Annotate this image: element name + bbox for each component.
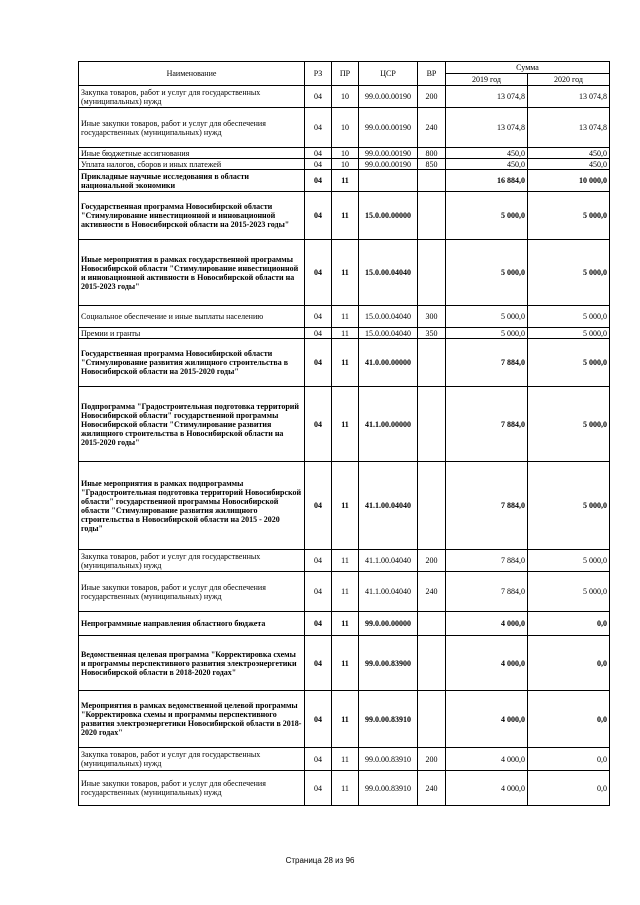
cell-vr: 350 (418, 328, 446, 339)
cell-pr: 11 (332, 572, 359, 612)
cell-vr: 850 (418, 159, 446, 170)
cell-sum-2020: 5 000,0 (528, 306, 610, 328)
cell-vr: 200 (418, 550, 446, 572)
table-row (79, 462, 610, 550)
table-row (79, 306, 610, 328)
cell-csr: 99.0.00.83910 (359, 771, 418, 806)
header-csr: ЦСР (359, 62, 418, 86)
cell-sum-2020: 450,0 (528, 159, 610, 170)
cell-rz: 04 (305, 86, 332, 108)
cell-vr: 200 (418, 748, 446, 771)
cell-vr (418, 636, 446, 691)
cell-rz: 04 (305, 771, 332, 806)
cell-rz: 04 (305, 748, 332, 771)
cell-sum-2019: 450,0 (446, 148, 528, 159)
cell-csr: 99.0.00.00190 (359, 86, 418, 108)
cell-sum-2020: 0,0 (528, 748, 610, 771)
cell-vr: 800 (418, 148, 446, 159)
header-2020: 2020 год (528, 74, 610, 86)
cell-vr (418, 240, 446, 306)
cell-sum-2020: 13 074,8 (528, 108, 610, 148)
cell-name: Мероприятия в рамках ведомственной целевой программы "Корректировка схемы и программы перспективного развития электроэнергетики Новосибирской области в 2018-2020 годах" (79, 691, 305, 748)
cell-pr: 11 (332, 306, 359, 328)
cell-csr: 41.1.00.04040 (359, 572, 418, 612)
cell-sum-2019: 7 884,0 (446, 339, 528, 387)
cell-rz: 04 (305, 636, 332, 691)
cell-pr: 10 (332, 148, 359, 159)
cell-sum-2019: 5 000,0 (446, 192, 528, 240)
cell-pr: 11 (332, 462, 359, 550)
cell-csr: 99.0.00.00190 (359, 148, 418, 159)
table-row (79, 691, 610, 748)
cell-rz: 04 (305, 108, 332, 148)
cell-name: Закупка товаров, работ и услуг для государственных (муниципальных) нужд (79, 748, 305, 771)
cell-csr: 99.0.00.00000 (359, 612, 418, 636)
cell-sum-2020: 0,0 (528, 771, 610, 806)
cell-sum-2020: 13 074,8 (528, 86, 610, 108)
cell-csr: 41.0.00.00000 (359, 339, 418, 387)
cell-sum-2019: 4 000,0 (446, 612, 528, 636)
table-row (79, 771, 610, 806)
page-number: Страница 28 из 96 (285, 856, 355, 865)
cell-rz: 04 (305, 240, 332, 306)
cell-rz: 04 (305, 159, 332, 170)
cell-pr: 11 (332, 170, 359, 192)
cell-name: Ведомственная целевая программа "Корректировка схемы и программы перспективного развития электроэнергетики Новосибирской области в 2018-2020 годах" (79, 636, 305, 691)
table-row (79, 612, 610, 636)
cell-sum-2019: 7 884,0 (446, 572, 528, 612)
cell-sum-2020: 5 000,0 (528, 387, 610, 462)
cell-sum-2020: 0,0 (528, 612, 610, 636)
cell-rz: 04 (305, 550, 332, 572)
cell-sum-2020: 5 000,0 (528, 550, 610, 572)
cell-csr: 15.0.00.04040 (359, 328, 418, 339)
cell-csr: 41.1.00.00000 (359, 387, 418, 462)
header-name: Наименование (79, 62, 305, 86)
header-pr: ПР (332, 62, 359, 86)
cell-pr: 11 (332, 328, 359, 339)
table-row (79, 108, 610, 148)
header-2019: 2019 год (446, 74, 528, 86)
cell-pr: 11 (332, 748, 359, 771)
cell-csr: 99.0.00.00190 (359, 108, 418, 148)
table-row (79, 170, 610, 192)
cell-sum-2019: 13 074,8 (446, 108, 528, 148)
cell-csr: 15.0.00.00000 (359, 192, 418, 240)
cell-name: Прикладные научные исследования в области национальной экономики (79, 170, 305, 192)
cell-csr: 99.0.00.83910 (359, 691, 418, 748)
cell-rz: 04 (305, 148, 332, 159)
cell-csr: 99.0.00.83910 (359, 748, 418, 771)
cell-sum-2020: 5 000,0 (528, 192, 610, 240)
cell-pr: 11 (332, 636, 359, 691)
cell-name: Иные закупки товаров, работ и услуг для обеспечения государственных (муниципальных) нужд (79, 572, 305, 612)
cell-pr: 11 (332, 387, 359, 462)
cell-csr: 99.0.00.00190 (359, 159, 418, 170)
cell-csr: 99.0.00.83900 (359, 636, 418, 691)
cell-sum-2019: 5 000,0 (446, 306, 528, 328)
cell-sum-2019: 7 884,0 (446, 550, 528, 572)
table-row (79, 550, 610, 572)
cell-vr (418, 339, 446, 387)
cell-sum-2019: 5 000,0 (446, 240, 528, 306)
cell-name: Государственная программа Новосибирской области "Стимулирование развития жилищного строительства в Новосибирской области на 2015-2020 годы" (79, 339, 305, 387)
cell-sum-2019: 4 000,0 (446, 771, 528, 806)
cell-sum-2019: 7 884,0 (446, 387, 528, 462)
cell-sum-2019: 4 000,0 (446, 691, 528, 748)
cell-sum-2020: 5 000,0 (528, 339, 610, 387)
cell-name: Непрограммные направления областного бюджета (79, 612, 305, 636)
table-row (79, 86, 610, 108)
cell-sum-2019: 5 000,0 (446, 328, 528, 339)
cell-csr: 15.0.00.04040 (359, 240, 418, 306)
cell-pr: 11 (332, 612, 359, 636)
cell-name: Уплата налогов, сборов и иных платежей (79, 159, 305, 170)
cell-pr: 10 (332, 108, 359, 148)
cell-sum-2020: 5 000,0 (528, 572, 610, 612)
cell-vr (418, 462, 446, 550)
cell-vr (418, 691, 446, 748)
table-row (79, 748, 610, 771)
cell-csr: 41.1.00.04040 (359, 550, 418, 572)
cell-pr: 11 (332, 771, 359, 806)
cell-pr: 11 (332, 550, 359, 572)
cell-csr: 15.0.00.04040 (359, 306, 418, 328)
cell-rz: 04 (305, 612, 332, 636)
header-vr: ВР (418, 62, 446, 86)
table-row (79, 636, 610, 691)
cell-pr: 10 (332, 159, 359, 170)
cell-rz: 04 (305, 192, 332, 240)
table-row (79, 159, 610, 170)
cell-vr (418, 612, 446, 636)
budget-table (78, 61, 610, 806)
budget-sheet (78, 61, 609, 806)
cell-csr: 41.1.00.04040 (359, 462, 418, 550)
table-row (79, 192, 610, 240)
cell-vr: 240 (418, 771, 446, 806)
cell-name: Иные закупки товаров, работ и услуг для обеспечения государственных (муниципальных) нужд (79, 771, 305, 806)
table-header (79, 62, 610, 86)
table-row (79, 339, 610, 387)
cell-sum-2019: 4 000,0 (446, 748, 528, 771)
cell-sum-2020: 0,0 (528, 636, 610, 691)
cell-sum-2020: 10 000,0 (528, 170, 610, 192)
cell-pr: 11 (332, 691, 359, 748)
cell-vr: 200 (418, 86, 446, 108)
cell-sum-2020: 5 000,0 (528, 328, 610, 339)
cell-sum-2020: 0,0 (528, 691, 610, 748)
cell-vr: 240 (418, 108, 446, 148)
cell-pr: 11 (332, 339, 359, 387)
cell-rz: 04 (305, 387, 332, 462)
cell-vr: 300 (418, 306, 446, 328)
cell-rz: 04 (305, 691, 332, 748)
cell-pr: 11 (332, 192, 359, 240)
cell-vr: 240 (418, 572, 446, 612)
cell-rz: 04 (305, 339, 332, 387)
cell-sum-2020: 450,0 (528, 148, 610, 159)
header-rz: РЗ (305, 62, 332, 86)
header-sum: Сумма (446, 62, 610, 74)
cell-csr (359, 170, 418, 192)
table-row (79, 148, 610, 159)
cell-sum-2019: 4 000,0 (446, 636, 528, 691)
cell-name: Премии и гранты (79, 328, 305, 339)
cell-rz: 04 (305, 306, 332, 328)
cell-sum-2020: 5 000,0 (528, 240, 610, 306)
cell-vr (418, 170, 446, 192)
cell-sum-2019: 16 884,0 (446, 170, 528, 192)
cell-vr (418, 387, 446, 462)
cell-rz: 04 (305, 462, 332, 550)
cell-sum-2019: 13 074,8 (446, 86, 528, 108)
cell-pr: 11 (332, 240, 359, 306)
table-row (79, 572, 610, 612)
cell-name: Государственная программа Новосибирской области "Стимулирование инвестиционной и инновационной активности в Новосибирской области на 2015-2023 годы" (79, 192, 305, 240)
table-row (79, 328, 610, 339)
cell-rz: 04 (305, 328, 332, 339)
table-body (79, 86, 610, 806)
table-row (79, 240, 610, 306)
cell-name: Закупка товаров, работ и услуг для государственных (муниципальных) нужд (79, 550, 305, 572)
cell-sum-2019: 450,0 (446, 159, 528, 170)
cell-pr: 10 (332, 86, 359, 108)
cell-name: Иные мероприятия в рамках подпрограммы "Градостроительная подготовка территорий Новосибирской области" государственной программы Новосибирской области "Стимулирование развития жилищного строительства в Новосибирской области на 2015 - 2020 годы" (79, 462, 305, 550)
cell-vr (418, 192, 446, 240)
cell-sum-2019: 7 884,0 (446, 462, 528, 550)
cell-name: Иные закупки товаров, работ и услуг для обеспечения государственных (муниципальных) нужд (79, 108, 305, 148)
cell-name: Иные мероприятия в рамках государственной программы Новосибирской области "Стимулирование инвестиционной и инновационной активности в Новосибирской области на 2015-2023 годы" (79, 240, 305, 306)
table-row (79, 387, 610, 462)
cell-name: Иные бюджетные ассигнования (79, 148, 305, 159)
cell-name: Подпрограмма "Градостроительная подготовка территорий Новосибирской области" государственной программы Новосибирской области "Стимулирование развития жилищного строительства в Новосибирской области на 2015-2020 годы" (79, 387, 305, 462)
cell-rz: 04 (305, 572, 332, 612)
cell-name: Закупка товаров, работ и услуг для государственных (муниципальных) нужд (79, 86, 305, 108)
cell-name: Социальное обеспечение и иные выплаты населению (79, 306, 305, 328)
cell-sum-2020: 5 000,0 (528, 462, 610, 550)
cell-rz: 04 (305, 170, 332, 192)
